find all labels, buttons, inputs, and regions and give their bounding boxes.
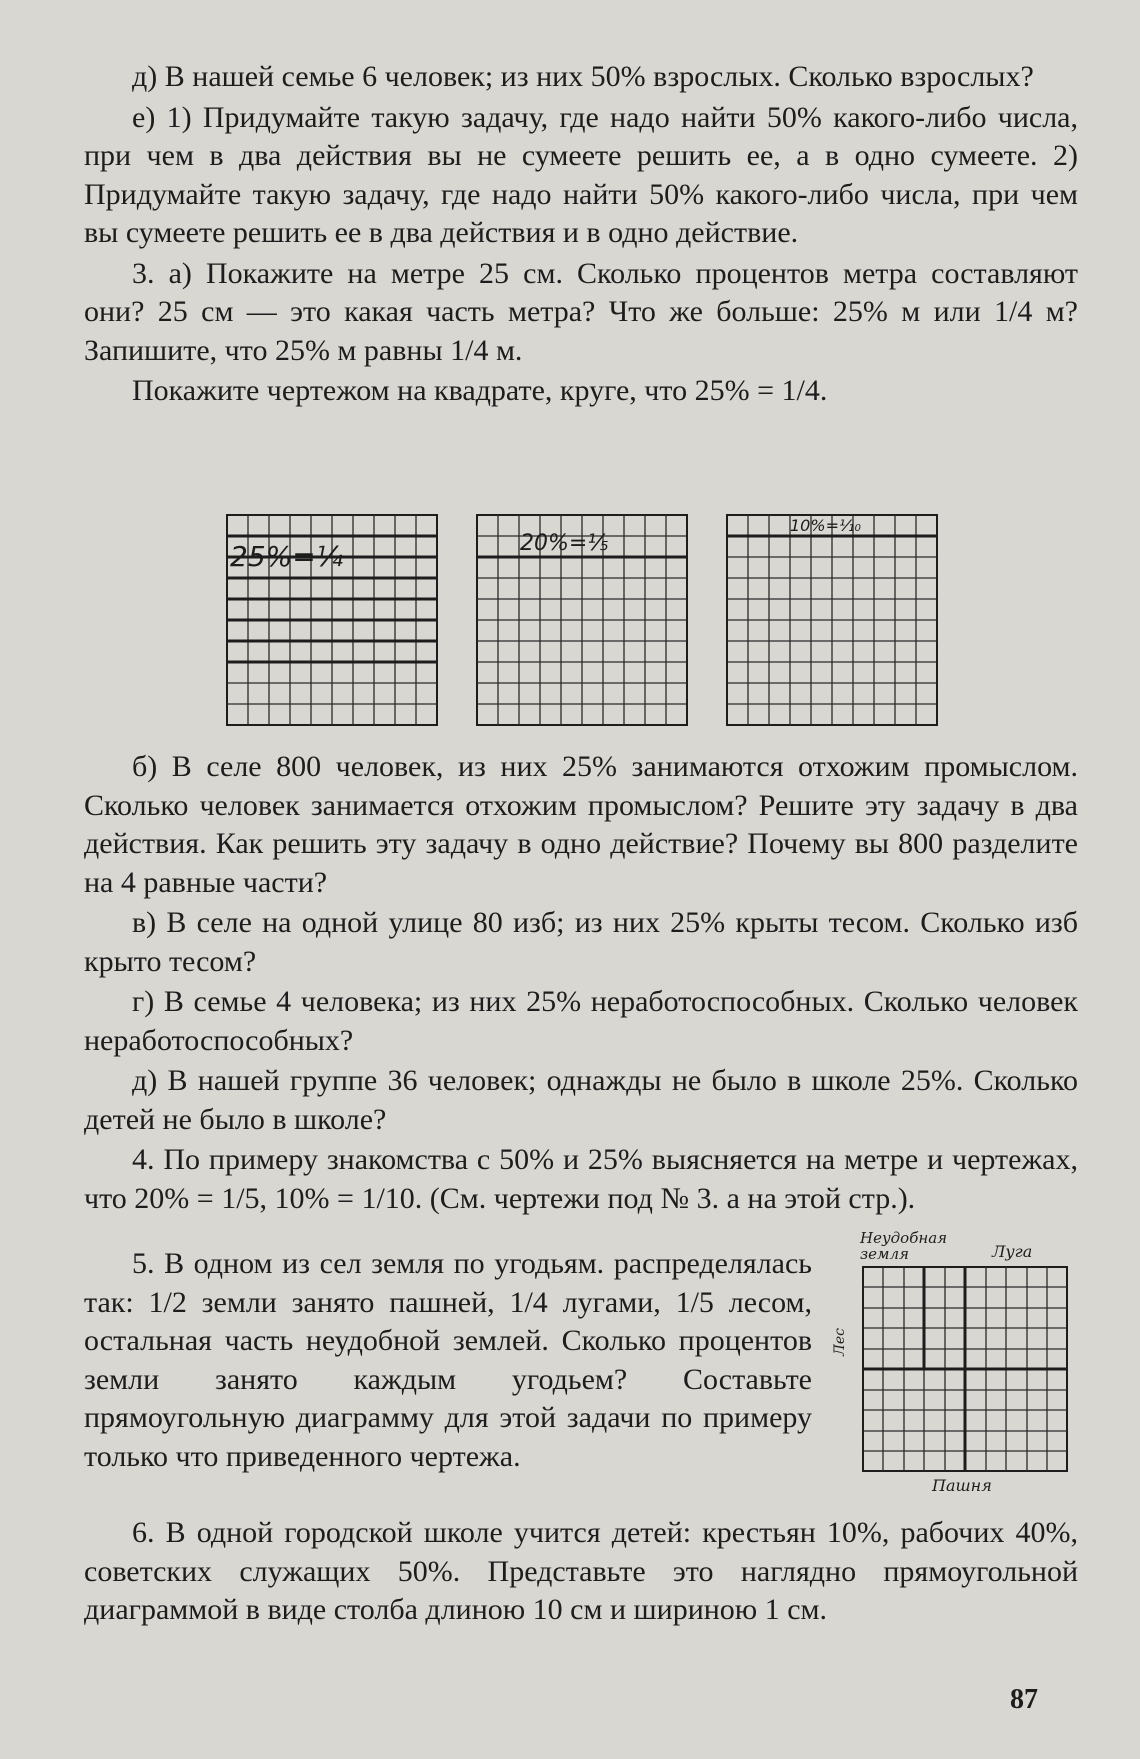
problem-6 xyxy=(84,1514,1078,1630)
top-text xyxy=(84,58,1078,411)
problem-3a-drawing: Покажите чертежом на квадрате, круге, что 25% = 1/4. xyxy=(132,374,828,407)
grid-10-percent xyxy=(726,514,938,726)
problem-6-text: 6. В одной городской школе учится детей: крестьян 10%, рабочих 40%, советских служащих 50%. Представьте это наглядно прямоугольной диаграммой в виде столба длиною 10 см и шириною 1 см. xyxy=(84,1516,1078,1626)
problem-3a: 3. а) Покажите на метре 25 см. Сколько процентов метра составляют они? 25 см — это какая часть метра? Что же больше: 25% м или 1/4 м? Запишите, что 25% м равны 1/4 м. xyxy=(84,256,1078,367)
grid-20-percent xyxy=(476,514,688,726)
problem-2e: е) 1) Придумайте такую задачу, где надо найти 50% какого-либо числа, при чем в два действия вы не сумеете решить ее, а в одно сумеете. 2) Придумайте такую задачу, где надо найти 50% какого-либо числа, при чем вы сумеете решить ее в два действия и в одно действие. xyxy=(84,100,1078,249)
middle-text xyxy=(84,748,1078,1218)
problem-3d: д) В нашей группе 36 человек; однажды не было в школе 25%. Сколько детей не было в школе? xyxy=(84,1064,1078,1136)
problem-2d: д) В нашей семье 6 человек; из них 50% взрослых. Сколько взрослых? xyxy=(132,60,1034,93)
problem-5-text: 5. В одном из сел земля по угодьям. распределялась так: 1/2 земли занято пашней, 1/4 лугами, 1/5 лесом, остальная часть неудобной землей. Сколько процентов земли занято каждым угодьем? Составьте прямоугольную диаграмму для этой задачи по примеру только что приведенного чертежа. xyxy=(84,1247,812,1473)
problem-3b: б) В селе 800 человек, из них 25% занимаются отхожим промыслом. Сколько человек занимается отхожим промыслом? Решите эту задачу в два действия. Как решить эту задачу в одно действие? Почему вы 800 разделите на 4 равные части? xyxy=(84,750,1078,899)
label-meadow: Луга xyxy=(992,1242,1033,1261)
grid-10-label: 10%=⅒ xyxy=(790,516,861,535)
grid-25-percent xyxy=(226,514,438,726)
label-forest: Лес xyxy=(832,1328,848,1356)
grid-20-label: 20%=⅕ xyxy=(520,531,609,556)
problem-3g: г) В семье 4 человека; из них 25% неработоспособных. Сколько человек неработоспособных? xyxy=(84,985,1078,1057)
problem-5 xyxy=(84,1245,812,1476)
grid-25-label: 25%=¼ xyxy=(230,540,343,573)
label-unusable-land: Неудобная земля xyxy=(860,1229,948,1263)
problem-3v: в) В селе на одной улице 80 изб; из них 25% крыты тесом. Сколько изб крыто тесом? xyxy=(84,906,1078,978)
page-number: 87 xyxy=(1010,1684,1038,1715)
problem-4: 4. По примеру знакомства с 50% и 25% выясняется на метре и чертежах, что 20% = 1/5, 10% = 1/10. (См. чертежи под № 3. а на этой стр.). xyxy=(84,1143,1078,1215)
land-use-diagram xyxy=(832,1229,1078,1500)
land-use-grid xyxy=(862,1266,1068,1472)
label-arable: Пашня xyxy=(932,1476,992,1495)
